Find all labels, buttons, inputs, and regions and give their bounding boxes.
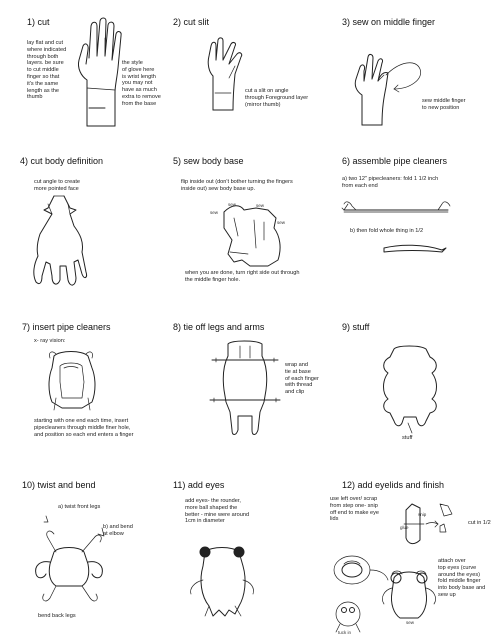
step-9-note: stuff	[402, 435, 413, 441]
stuffed-body-drawing	[380, 345, 440, 430]
sew-label-1: sew	[210, 210, 219, 215]
step-1-panel	[0, 0, 165, 150]
step-10-title: 10) twist and bend	[22, 480, 96, 490]
sew-label-3: sew	[256, 203, 265, 208]
step-5-note-a: flip inside out (don't bother turning the fingers inside out) sew body base up.	[181, 179, 293, 192]
step-1-title: 1) cut	[27, 17, 50, 27]
body-base-sew-drawing	[210, 200, 300, 270]
step-4-title: 4) cut body definition	[20, 156, 104, 166]
step-4-note: cut angle to create more pointed face	[34, 179, 81, 192]
step-2-title: 2) cut slit	[173, 17, 210, 27]
body-definition-drawing	[30, 194, 90, 294]
tuck-in-label: tuck in	[338, 630, 352, 635]
body-with-eyes-drawing	[183, 540, 263, 620]
step-10-panel	[0, 470, 165, 640]
twisted-body-drawing	[24, 508, 119, 608]
step-2-note: cut a slit on angle through Foreground layer (mirror thumb)	[245, 88, 309, 108]
step-7-panel	[0, 310, 165, 470]
step-6-panel	[330, 150, 494, 310]
step-11-panel	[165, 470, 330, 640]
pipe-cleaners-straight-drawing	[338, 190, 458, 220]
step-4-panel	[0, 150, 165, 310]
step-1-note-b: the style of glove here is wrist length you may not have as much extra to remove from the base	[122, 60, 161, 107]
step-10-note-a: a) twist front legs	[58, 504, 101, 510]
step-10-note-b: b) and bend at elbow	[103, 524, 133, 537]
step-1-note-a: lay flat and cut where indicated through both layers. be sure to cut middle finger so that it's the same length as the thumb	[27, 40, 67, 101]
glove-slit-drawing	[205, 38, 250, 113]
step-11-title: 11) add eyes	[173, 480, 225, 490]
tie-off-drawing	[210, 340, 280, 440]
step-5-panel	[165, 150, 330, 310]
sew-label-4: sew	[277, 220, 286, 225]
step-8-title: 8) tie off legs and arms	[173, 322, 265, 332]
step-12-title: 12) add eyelids and finish	[342, 480, 445, 490]
step-6-note-b: b) then fold whole thing in 1/2	[350, 228, 424, 234]
pipe-cleaners-folded-drawing	[380, 238, 450, 258]
step-9-panel	[330, 310, 494, 470]
glue-label: glue	[400, 525, 409, 530]
step-2-panel	[165, 0, 330, 150]
step-7-note-b: starting with one end each time, insert pipecleaners through middle finer hole, and position so each end enters a finger	[34, 418, 134, 438]
step-3-panel	[330, 0, 494, 150]
xray-pipe-cleaners-drawing	[42, 348, 102, 413]
step-3-note: sew middle finger to new position	[422, 98, 466, 111]
step-8-note: wrap and tie at base of each finger with thread and clip	[285, 362, 319, 396]
sew-label-2: sew	[228, 202, 237, 207]
step-10-note-c: bend back legs	[38, 613, 76, 619]
step-8-panel	[165, 310, 330, 470]
step-7-title: 7) insert pipe cleaners	[22, 322, 111, 332]
sew-label: sew	[406, 620, 415, 625]
step-12-note-b: cut in 1/2	[468, 520, 491, 526]
step-6-title: 6) assemble pipe cleaners	[342, 156, 448, 166]
step-12-note-c: attach over top eyes (curve around the eyes) fold middle finger into body base and sew up	[438, 558, 486, 598]
finished-eyelids-drawing	[330, 548, 440, 638]
snip-label: snip	[418, 512, 427, 517]
step-12-panel	[330, 470, 494, 640]
step-5-title: 5) sew body base	[173, 156, 244, 166]
step-6-note-a: a) two 12" pipecleaners: fold 1 1/2 inch from each end	[342, 176, 439, 189]
step-11-note: add eyes- the rounder, more ball shaped the better - mine were around 1cm in diameter	[185, 498, 250, 525]
step-7-note-a: x- ray vision:	[34, 338, 66, 344]
step-12-note-a: use left over/ scrap from step one- snip off end to make eye lids	[330, 496, 380, 523]
step-3-title: 3) sew on middle finger	[342, 17, 436, 27]
step-9-title: 9) stuff	[342, 322, 370, 332]
step-5-note-b: when you are done, turn right side out through the middle finger hole.	[185, 270, 300, 283]
glove-sew-finger-drawing	[350, 45, 440, 130]
